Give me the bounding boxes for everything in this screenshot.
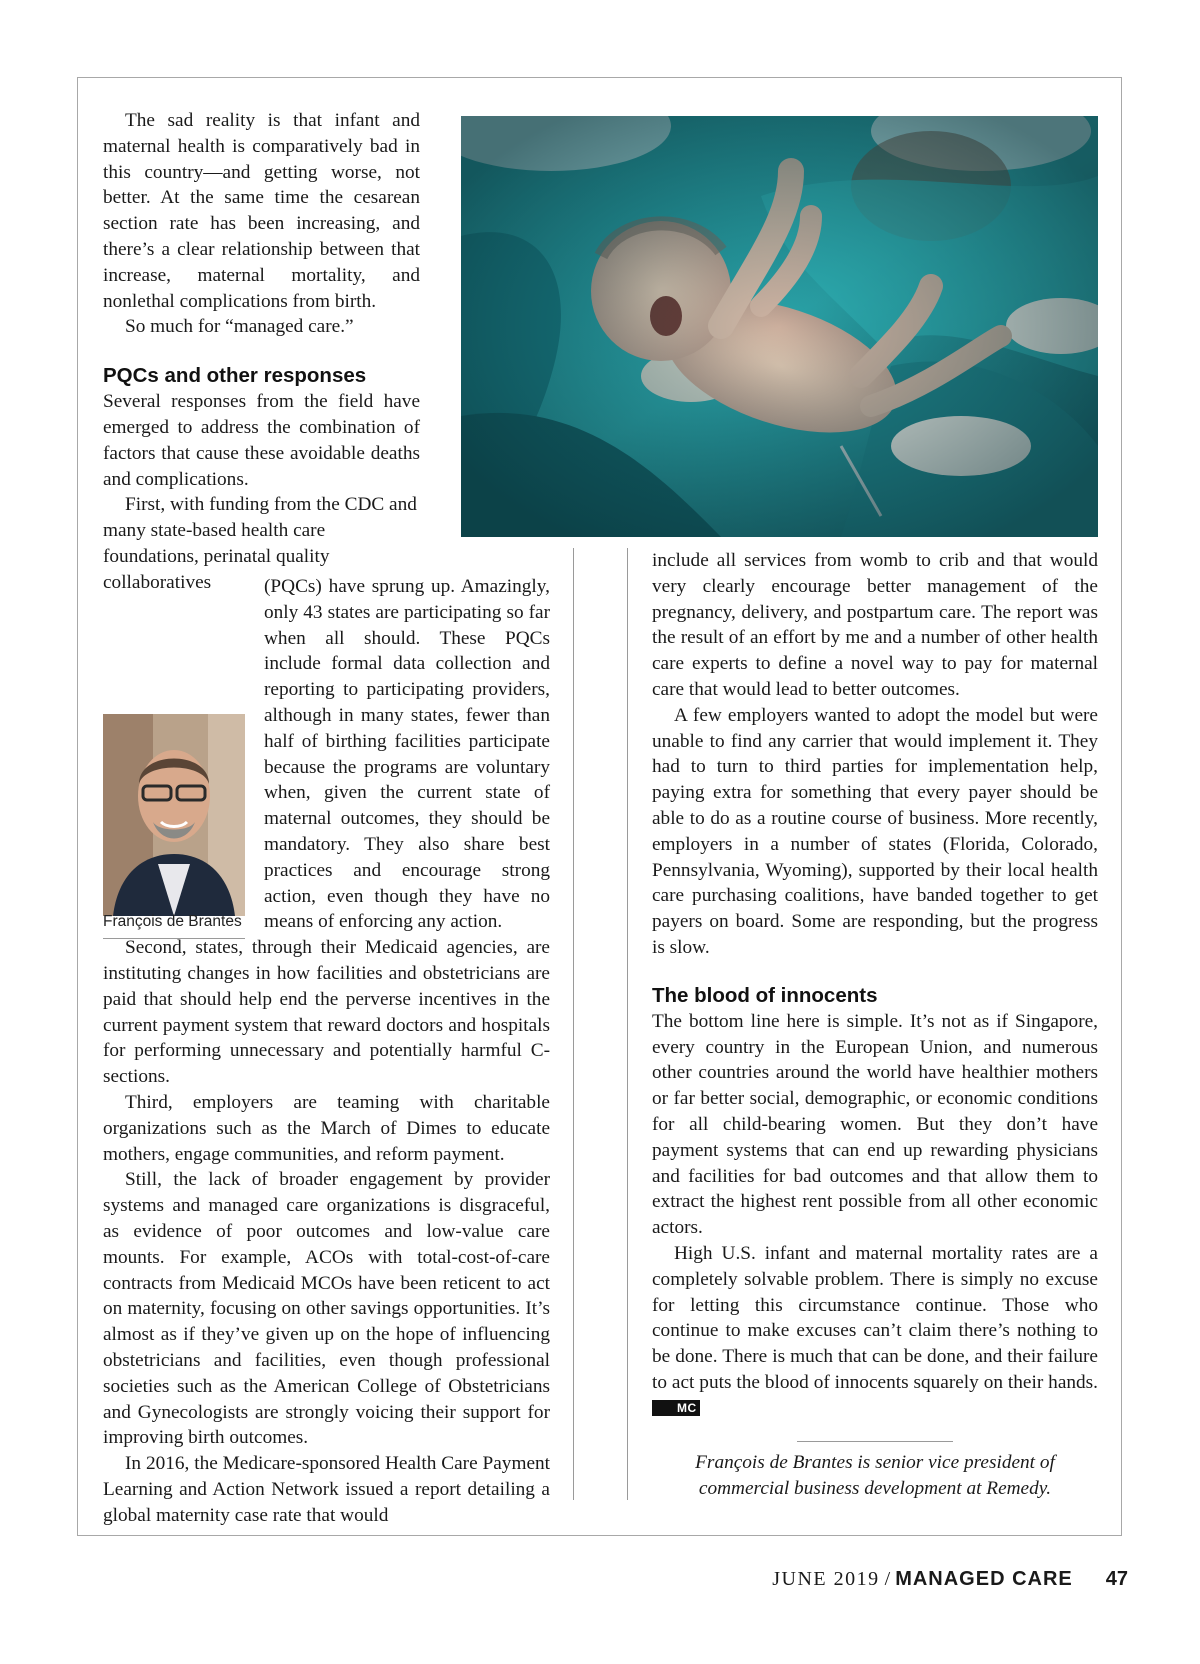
body-paragraph: High U.S. infant and maternal mortality rates are a completely solvable problem. There is simply no excuse for letting this circumstance continue. Those who continue to make excuses can’t claim there’s nothing to be done. There is much that can be done, and their failure to act puts the blood of innocents squarely on their hands. MC [652,1242,1098,1415]
page-footer [772,1568,1128,1591]
bio-divider [797,1441,953,1442]
section-heading-pqcs: PQCs and other responses [103,364,367,388]
author-headshot [103,714,245,916]
footer-separator: / [884,1568,891,1590]
page-number: 47 [1105,1568,1128,1590]
body-paragraph: In 2016, the Medicare-sponsored Health Care Payment Learning and Action Network issued a report detailing a global maternity case rate that would [103,1453,550,1526]
body-paragraph: The bottom line here is simple. It’s not as if Singapore, every country in the European Union, and numerous other countries around the world have healthier mothers or far better social, demographic, or economic conditions for all child-bearing women. But they don’t have payment systems that can end up rewarding physicians and facilities for bad outcomes and that allow them to extract the highest rent possible from all other economic actors. [652,1010,1098,1239]
body-paragraph: Several responses from the field have emerged to address the combination of factors that cause these avoidable deaths and complications. [103,391,420,490]
column-1-bottom [103,574,550,1528]
body-paragraph: include all services from womb to crib and that would very clearly encourage better management of the pregnancy, delivery, and postpartum care. The report was the result of an effort by me and a number of other health care experts to define a novel way to pay for maternal care that would lead to better outcomes. [652,550,1098,700]
body-paragraph: A few employers wanted to adopt the model but were unable to find any carrier that would implement it. They had to turn to third parties for implementation help, paying extra for something that every payer should be able to do as a routine course of business. More recently, employers in a number of states (Florida, Colorado, Pennsylvania, Wyoming), supported by their local health care purchasing coalitions, have banded together to get payers on board. Some are responding, but the progress is slow. [652,704,1098,958]
body-paragraph: The sad reality is that infant and maternal health is comparatively bad in this country—and getting worse, not better. At the same time the cesarean section rate has been increasing, and there’s a clear relationship between that increase, maternal mortality, and nonlethal complications from birth. [103,110,420,312]
body-paragraph: Still, the lack of broader engagement by provider systems and managed care organizations is disgraceful, as evidence of poor outcomes and low-value care mounts. For example, ACOs with total-cost-of-care contracts from Medicaid MCOs have been reticent to act on maternity, focusing on other savings opportunities. It’s almost as if they’ve given up on the hope of influencing obstetricians and facilities, even though professional societies such as the American College of Obstetricians and Gynecologists are strongly voicing their support for improving birth outcomes. [103,1169,550,1449]
column-divider [627,548,628,1500]
author-bio: François de Brantes is senior vice president of commercial business development at Remedy. [695,1452,1055,1499]
column-1-top [103,108,420,596]
body-paragraph: First, with funding from the CDC and many state-based health care foundations, perinatal quality collaboratives [103,494,417,593]
column-2 [652,548,1098,1422]
section-heading-blood: The blood of innocents [652,983,878,1007]
column-divider [573,548,574,1500]
body-paragraph: Third, employers are teaming with charitable organizations such as the March of Dimes to educate mothers, engage communities, and reform payment. [103,1091,550,1165]
body-paragraph: (PQCs) have sprung up. Amazingly, only 43 states are participating so far when all should. These PQCs include formal data collection and reporting to participating providers, although in many states, fewer than half of birthing facilities participate because the programs are voluntary when, given the current state of maternal outcomes, they should be mandatory. They also share best practices and encourage strong action, even though they have no means of enforcing any action. [103,574,550,935]
end-mark-badge: MC [652,1400,700,1416]
issue-date: JUNE 2019 [772,1568,880,1590]
body-paragraph: So much for “managed care.” [125,316,354,338]
newborn-photo [461,116,1098,537]
body-paragraph: Second, states, through their Medicaid agencies, are instituting changes in how facilities and obstetricians are paid that should help end the perverse incentives in the current payment system that reward doctors and hospitals for performing unnecessary and potentially harmful C-sections. [103,937,550,1088]
headshot-caption: François de Brantes [103,912,245,939]
magazine-name: MANAGED CARE [895,1568,1073,1590]
